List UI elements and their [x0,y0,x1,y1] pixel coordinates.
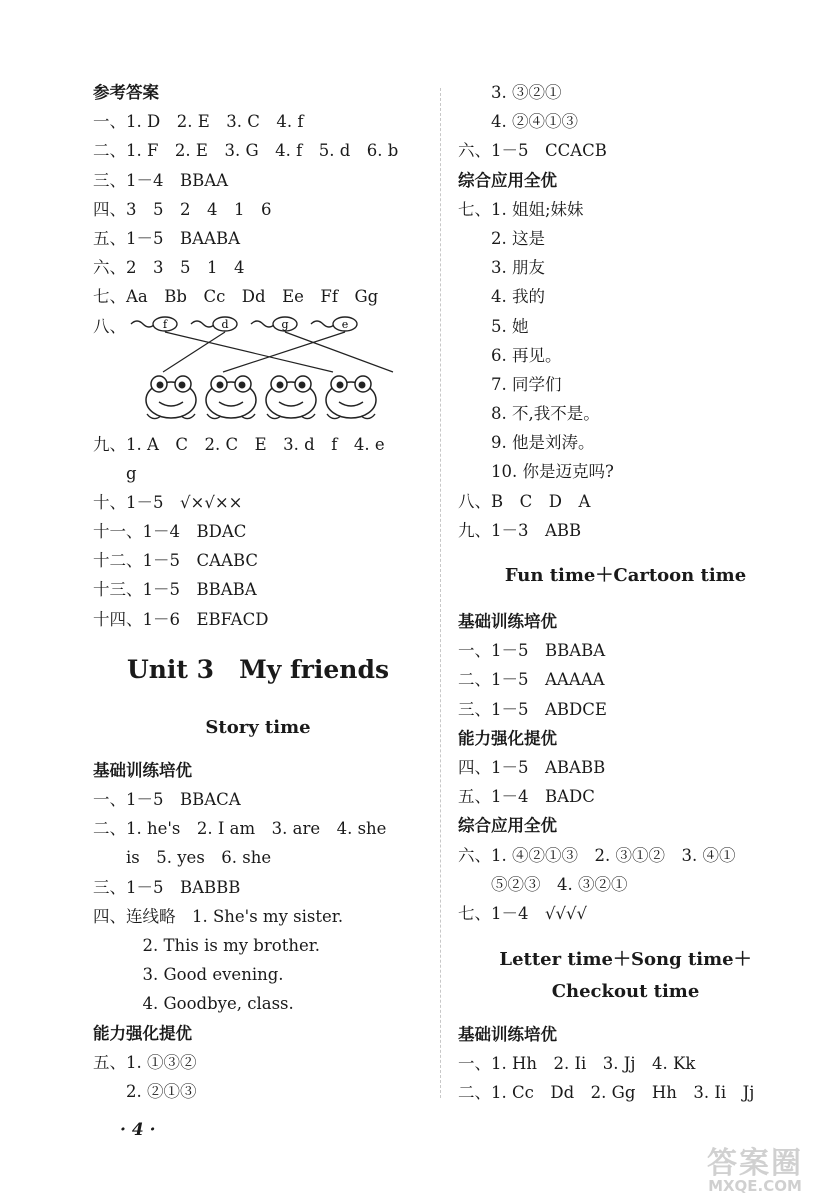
matching-exercise [93,312,423,430]
letter-time-title-line2: Checkout time [551,981,700,1003]
frog-3 [266,376,316,419]
answer-line: 七、Aa Bb Cc Dd Ee Ff Gg [93,287,379,307]
right-answers-f [458,1049,793,1107]
answer-line: 九、1. A C 2. C E 3. d f 4. e [93,434,385,454]
answer-line: 2. 这是 [458,228,545,248]
matching-label: 八、 [93,316,126,336]
tadpole-letter: d [221,317,229,331]
answer-line: 五、1－4 BADC [458,787,595,807]
story-time-title: Story time [205,716,311,738]
left-column [93,78,423,1106]
answer-line: 一、1－5 BBABA [458,641,606,661]
section-heading: 综合应用全优 [458,170,557,190]
answer-line: 2. This is my brother. [93,935,321,955]
answer-line: 10. 你是迈克吗? [458,462,614,482]
left-answers-a [93,107,423,311]
answer-line: 一、1. Hh 2. Ii 3. Jj 4. Kk [458,1054,696,1074]
right-answers-a [458,78,793,166]
tadpole-1 [131,317,177,331]
answer-line: 3. 朋友 [458,258,545,278]
section-heading: 能力强化提优 [93,1023,192,1043]
tadpole-4 [311,317,357,331]
answer-line: is 5. yes 6. she [93,848,272,868]
answer-line: 三、1－5 ABDCE [458,699,607,719]
right-answers-e [458,841,793,929]
answer-line: 三、1－5 BABBB [93,877,241,897]
answer-line: 七、1－4 √√√√ [458,903,588,923]
left-answers-c [93,785,423,1019]
answer-line: 六、1. ④②①③ 2. ③①② 3. ④① [458,845,736,865]
answer-line: 一、1. D 2. E 3. C 4. f [93,112,304,132]
tadpole-2 [191,317,237,331]
answer-line: 八、B C D A [458,491,591,511]
answer-line: 十、1－5 √×√×× [93,492,243,512]
answer-line: 六、1－5 CCACB [458,141,607,161]
answer-line: 6. 再见。 [458,345,562,365]
answer-line: 二、1. Cc Dd 2. Gg Hh 3. Ii Jj [458,1083,755,1103]
answer-line: 5. 她 [458,316,529,336]
answer-line: 五、1－5 BAABA [93,228,240,248]
answer-line: 四、连线略 1. She's my sister. [93,906,344,926]
site-watermark [707,1146,803,1195]
tadpole-frog-illustration [123,312,423,430]
answer-line: 七、1. 姐姐;妹妹 [458,199,584,219]
answer-line: 2. ②①③ [93,1081,197,1101]
answer-line: 十二、1－5 CAABC [93,551,259,571]
answer-line: 六、2 3 5 1 4 [93,258,245,278]
answer-line: 8. 不,我不是。 [458,404,600,424]
section-heading: 基础训练培优 [458,612,557,631]
answer-line: 四、3 5 2 4 1 6 [93,199,272,219]
section-heading: 综合应用全优 [458,816,557,836]
section-heading: 基础训练培优 [93,760,192,780]
answer-line: 九、1－3 ABB [458,520,582,540]
watermark-url: MXQE.COM [708,1177,802,1195]
page-number: · 4 · [120,1120,156,1140]
answer-line: 4. ②④①③ [458,112,578,132]
watermark-text: 答案圈 [707,1146,803,1181]
answer-line: g [93,463,137,483]
letter-time-title-line1: Letter time＋Song time＋ [499,949,752,971]
right-column [458,78,793,1108]
answer-line: ⑤②③ 4. ③②① [458,874,628,894]
fun-time-title: Fun time＋Cartoon time [504,565,747,586]
right-answers-c [458,636,793,724]
right-answers-d [458,753,793,811]
answer-line: 9. 他是刘涛。 [458,433,595,453]
answer-line: 3. Good evening. [93,965,284,985]
answer-line: 十一、1－4 BDAC [93,522,247,542]
tadpole-letter: e [341,317,349,331]
tadpole-letter: g [281,317,289,331]
left-answers-d [93,1048,423,1106]
right-answers-b [458,195,793,545]
column-divider [440,88,441,1098]
answer-line: 4. 我的 [458,287,545,307]
section-heading: 基础训练培优 [458,1025,557,1045]
tadpole-3 [251,317,297,331]
tadpole-letter: f [162,317,168,331]
frog-2 [206,376,256,419]
left-answers-b [93,430,423,634]
answer-line: 4. Goodbye, class. [93,994,294,1014]
frog-1 [146,376,196,419]
answer-line: 十四、1－6 EBFACD [93,609,269,629]
answer-key-heading: 参考答案 [93,83,159,102]
unit-title: Unit 3 My friends [126,654,390,684]
section-heading: 能力强化提优 [458,728,557,748]
answer-line: 3. ③②① [458,83,562,102]
answer-line: 五、1. ①③② [93,1052,197,1072]
answer-line: 二、1. he's 2. I am 3. are 4. she [93,819,387,839]
answer-line: 四、1－5 ABABB [458,757,606,777]
answer-line: 7. 同学们 [458,374,562,394]
frog-4 [326,376,376,419]
answer-line: 十三、1－5 BBABA [93,580,257,600]
answer-line: 三、1－4 BBAA [93,170,229,190]
answer-line: 二、1. F 2. E 3. G 4. f 5. d 6. b [93,141,399,161]
answer-line: 二、1－5 AAAAA [458,670,605,690]
matching-lines [163,332,393,372]
answer-line: 一、1－5 BBACA [93,790,241,809]
